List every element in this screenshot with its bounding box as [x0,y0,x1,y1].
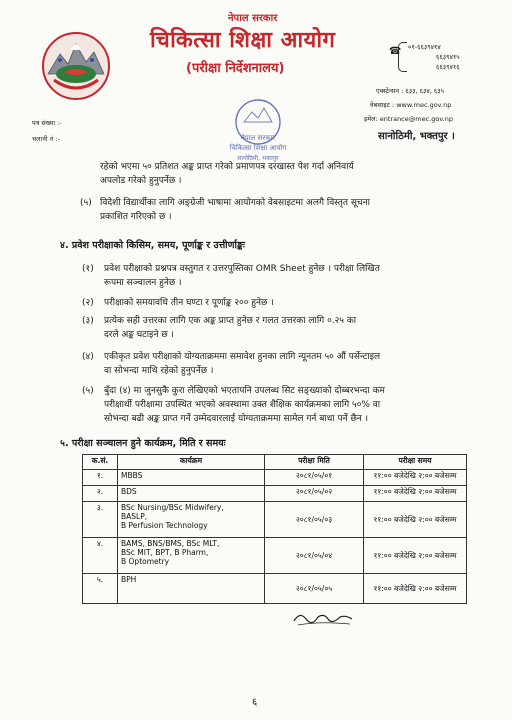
column-header-program: कार्यक्रम [118,455,265,470]
paragraph-line: प्रवेश परीक्षाको प्रश्नपत्र वस्तुगत र उत्तरपुस्तिका OMR Sheet हुनेछ । परीक्षा लिखित [104,264,380,274]
column-header-date: परीक्षा मिति [265,455,364,470]
paragraph-line: प्रत्येक सही उत्तरका लागि एक अङ्क प्राप्त हुनेछ र गलत उत्तरका लागि ०.२५ का [104,316,357,326]
signature-image [290,607,360,629]
row-program: MBBS [118,470,265,486]
row-serial: ३. [83,502,118,538]
government-label: नेपाल सरकार [228,13,278,24]
phone-bracket [398,42,407,72]
extension-numbers: एक्स्टेन्सन : ६३३, ६३४, ६३५ [376,87,445,95]
paragraph-line: सोभन्दा बढी अङ्क प्राप्त गर्ने उम्मेदवारलाई योग्यताक्रममा सामेल गर्न बाधा पर्ने छैन । [104,414,369,424]
paragraph-line: रूपमा सञ्चालन हुनेछ । [104,278,182,288]
seal-text-line1: नेपाल सरकार [240,134,276,142]
table-header-row [83,455,467,470]
section-5-heading: ५. परीक्षा सञ्चालन हुने कार्यक्रम, मिति र समयः [60,438,226,449]
row-program: BDS [118,486,265,502]
item-number: (५) [80,198,92,208]
office-subtitle: (परीक्षा निर्देशनालय) [186,61,285,76]
seal-text-line3: सानोठिमी, भक्तपुर [237,155,279,162]
paragraph-line: अपलोड गरेको हुनुपर्नेछ । [100,176,182,186]
exam-schedule-table [82,454,467,604]
website-link[interactable]: वेबसाइट : www.mec.gov.np [370,101,452,109]
row-serial: ५. [83,574,118,604]
paragraph-line: विदेशी विद्यार्थीका लागि अङ्ग्रेजी भाषामा आयोगको वेबसाइटमा अलगै विस्तृत सूचना [100,198,370,208]
item-number: (१) [82,264,94,274]
row-date: २०८१/०५/०३ [265,502,364,538]
email-link[interactable]: इमेल: entrance@mec.gov.np [364,115,453,123]
paragraph-line: बुँदा (४) मा जुनसुकै कुरा लेखिएको भएतापनि उपलब्ध सिट सङ्ख्याको दोब्बरभन्दा कम [104,386,385,396]
item-number: (२) [82,298,94,308]
row-time: ११:०० बजेदेखि २:०० बजेसम्म [364,470,467,486]
paragraph-line: दरले अङ्क घटाइने छ । [104,330,174,340]
seal-text-line2: चिकित्सा शिक्षा आयोग [229,144,287,152]
paragraph-line: वा सोभन्दा माथि रहेको हुनुपर्नेछ । [104,366,214,376]
item-number: (४) [82,352,94,362]
phone-number: ६६३९४१६ [436,63,460,71]
table-row [83,470,467,486]
table-row [83,486,467,502]
row-program: BSc Nursing/BSc Midwifery, BASLP, B Perfusion Technology [118,502,265,538]
row-serial: १. [83,470,118,486]
dispatch-number-label: चलानी नं :- [32,135,60,143]
row-date: २०८१/०५/०४ [265,538,364,574]
row-date: २०८१/०५/०५ [265,574,364,604]
section-4-heading: ४. प्रवेश परीक्षाको किसिम, समय, पूर्णाङ्क र उत्तीर्णाङ्कः [60,240,245,251]
row-date: २०८१/०५/०१ [265,470,364,486]
row-time: ११:०० बजेदेखि २:०० बजेसम्म [364,502,467,538]
row-program: BPH [118,574,265,604]
row-serial: २. [83,486,118,502]
paragraph-line: प्रकाशित गरिएको छ । [100,212,172,222]
row-time: ११:०० बजेदेखि २:०० बजेसम्म [364,486,467,502]
phone-icon: ☎ [389,46,402,57]
paragraph-line: परीक्षार्थी परीक्षामा उपस्थित भएको अवस्थामा उक्त शैक्षिक कार्यक्रमका लागि ५०% वा [104,400,381,410]
table-row [83,574,467,604]
nepal-emblem-icon [40,30,112,102]
office-location: सानोठिमी, भक्तपुर । [378,131,455,142]
paragraph-line: रहेको भएमा ५० प्रतिशत अङ्क प्राप्त गरेको प्रमाणपत्र दरखास्त पेश गर्दा अनिवार्य [100,162,354,172]
page-number: ६ [252,697,258,708]
item-number: (५) [82,386,94,396]
row-program: BAMS, BNS/BMS, BSc MLT, BSc MIT, BPT, B Pharm, B Optometry [118,538,265,574]
letter-number-label: पत्र संख्या :- [32,119,62,127]
paragraph-line: परीक्षाको समयावधि तीन घण्टा र पूर्णाङ्क २०० हुनेछ । [104,298,274,308]
table-row [83,538,467,574]
row-serial: ४. [83,538,118,574]
item-number: (३) [82,316,94,326]
row-time: ११:०० बजेदेखि २:०० बजेसम्म [364,574,467,604]
column-header-sn: क.सं. [83,455,118,470]
table-row [83,502,467,538]
column-header-time: परीक्षा समय [364,455,467,470]
paragraph-line: एकीकृत प्रवेश परीक्षाको योग्यताक्रममा समावेश हुनका लागि न्यूनतम ५० औं पर्सेन्टाइल [104,352,381,362]
phone-number: ६६३९४१५ [436,53,460,61]
row-date: २०८१/०५/०२ [265,486,364,502]
phone-number: ०१-६६३९४१४ [408,43,441,51]
row-time: ११:०० बजेदेखि २:०० बजेसम्म [364,538,467,574]
organization-title: चिकित्सा शिक्षा आयोग [150,28,336,53]
